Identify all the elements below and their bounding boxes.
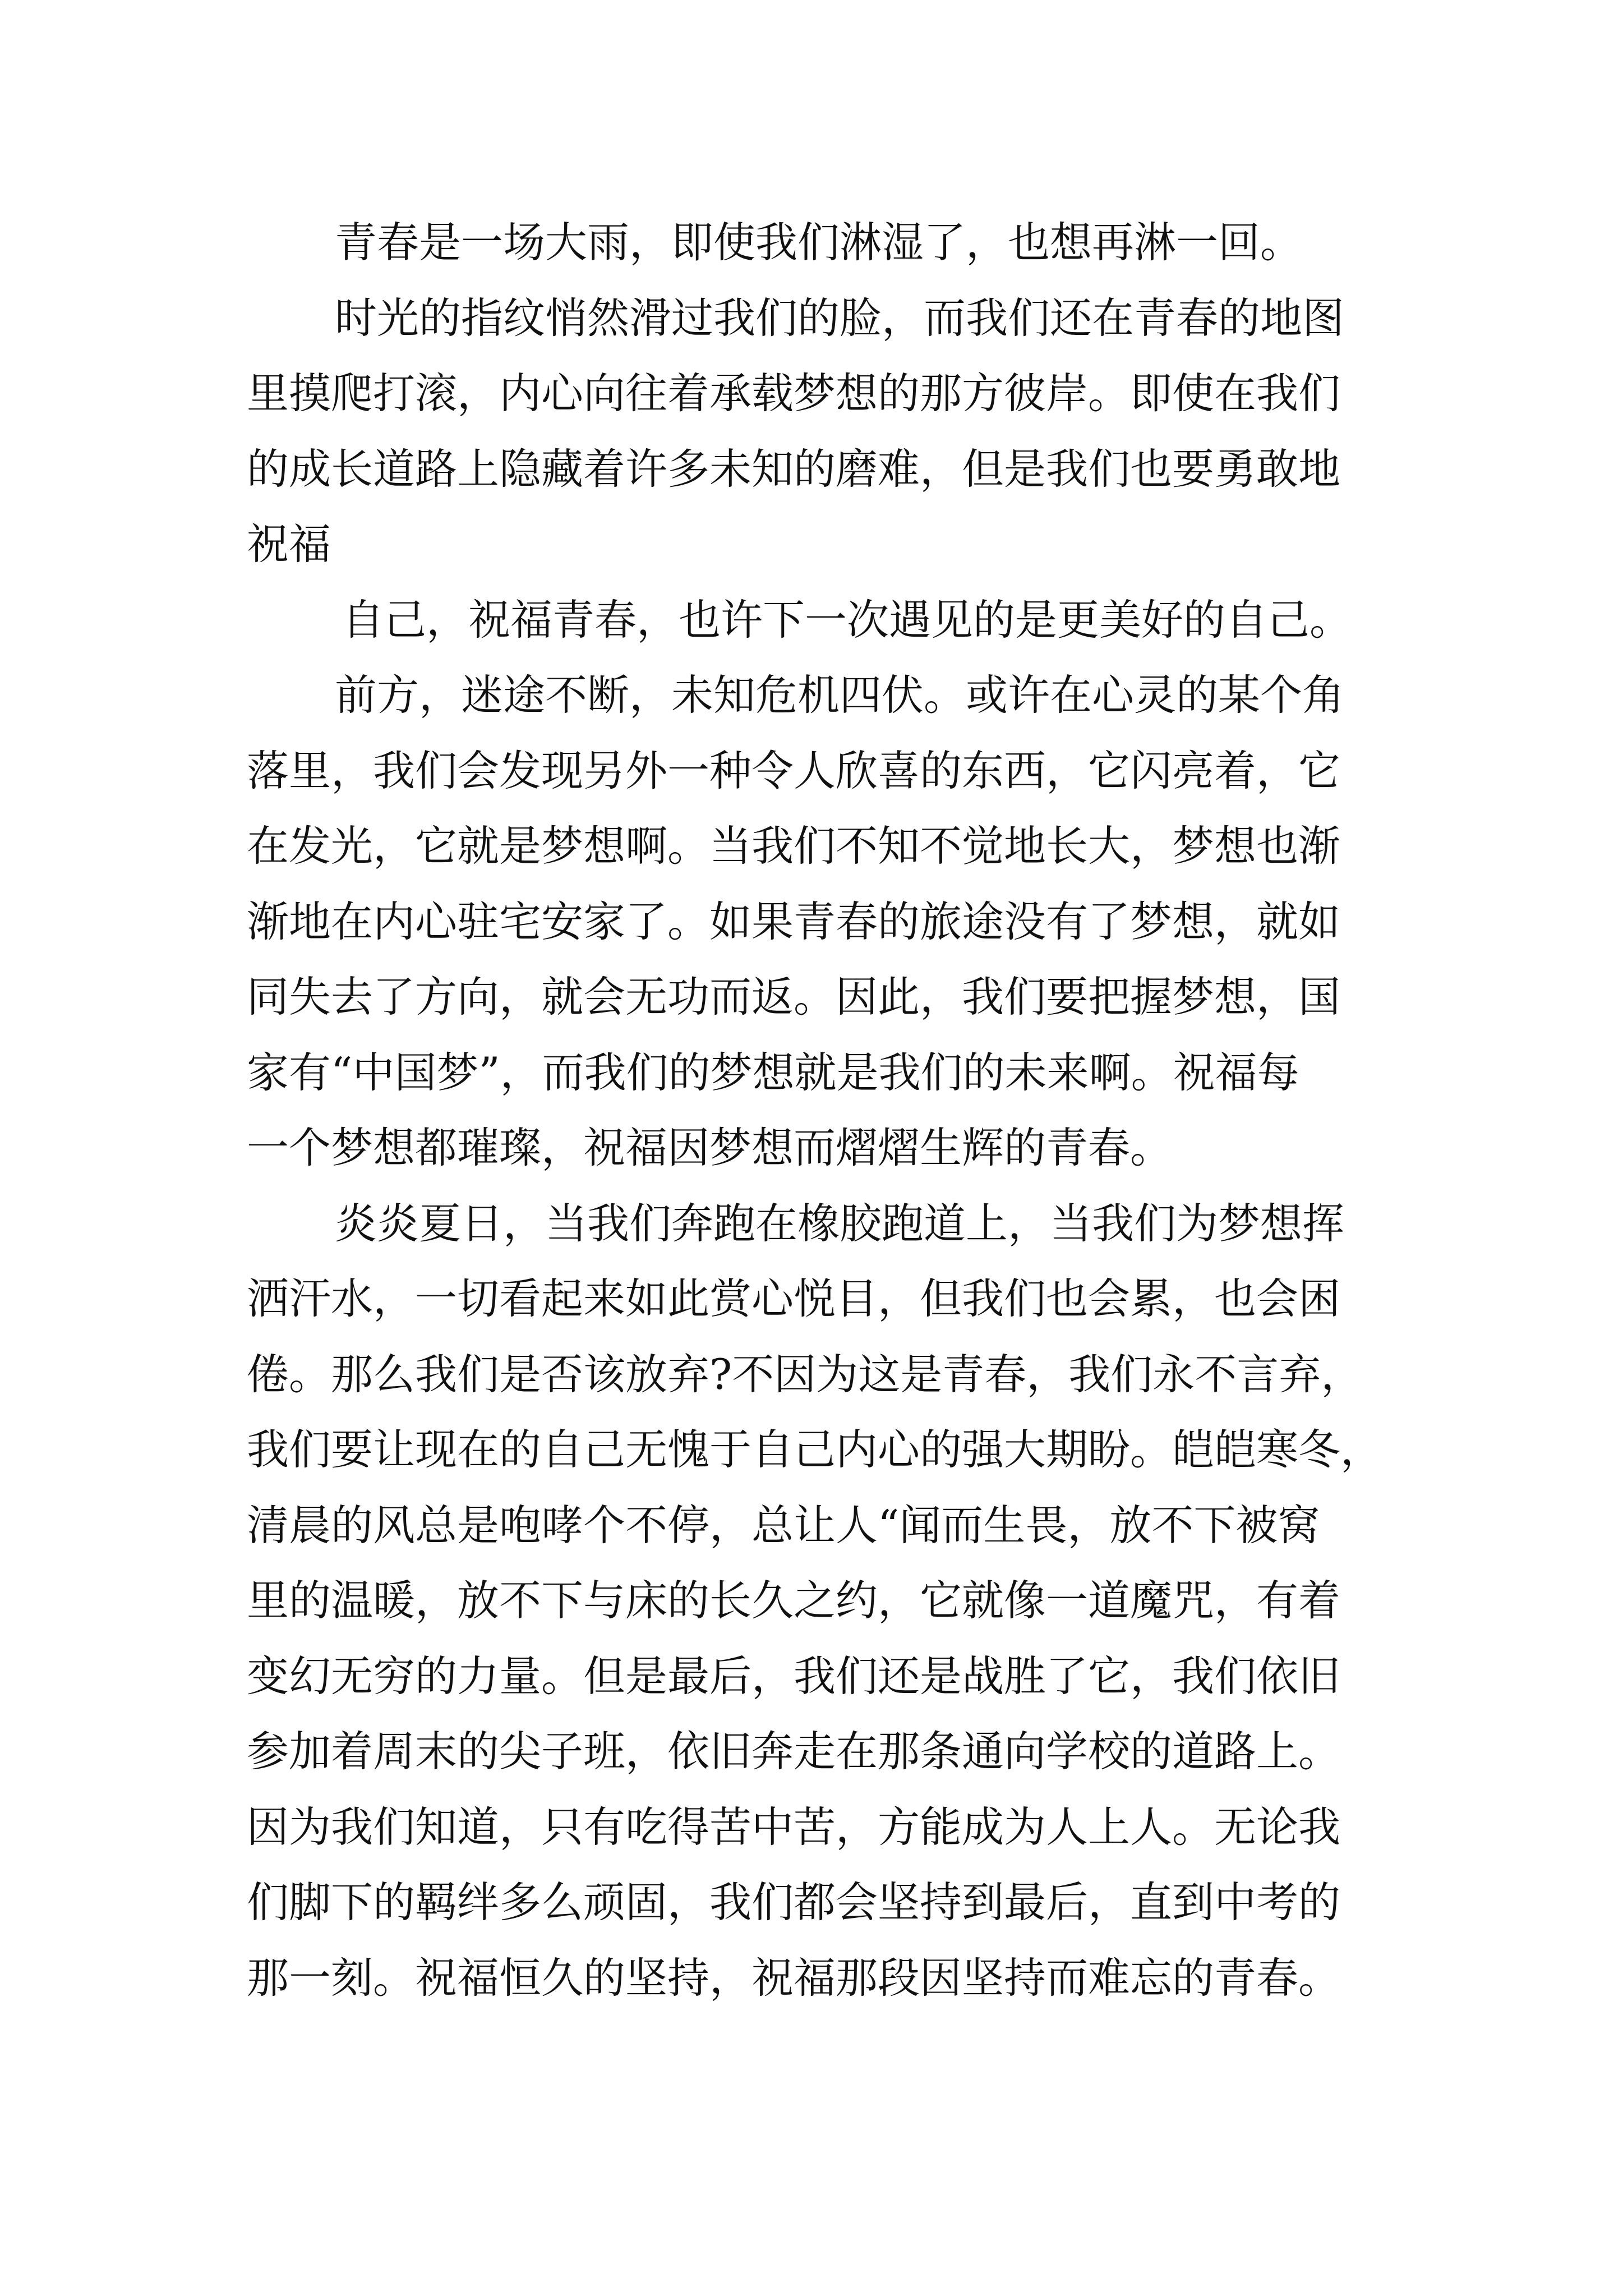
text-line: 在发光，它就是梦想啊。当我们不知不觉地长大，梦想也渐 xyxy=(247,821,1341,871)
paragraph xyxy=(247,205,1391,280)
document-body xyxy=(247,205,1391,2016)
paragraph xyxy=(247,1186,1391,2016)
text-line: 洒汗水，一切看起来如此赏心悦目，但我们也会累，也会困 xyxy=(247,1274,1341,1323)
text-line: 里摸爬打滚，内心向往着承载梦想的那方彼岸。即使在我们 xyxy=(247,369,1341,418)
text-line: 变幻无穷的力量。但是最后，我们还是战胜了它，我们依旧 xyxy=(247,1651,1341,1701)
text-line: 清晨的风总是咆哮个不停，总让人“闻而生畏，放不下被窝 xyxy=(247,1500,1320,1550)
text-line: 同失去了方向，就会无功而返。因此，我们要把握梦想，国 xyxy=(247,972,1341,1022)
text-line: 家有“中国梦”，而我们的梦想就是我们的未来啊。祝福每 xyxy=(247,1047,1299,1097)
text-line: 的成长道路上隐藏着许多未知的磨难，但是我们也要勇敢地 xyxy=(247,444,1341,494)
text-line: 自己，祝福青春，也许下一次遇见的是更美好的自己。 xyxy=(342,595,1352,645)
text-line: 们脚下的羁绊多么顽固，我们都会坚持到最后，直到中考的 xyxy=(247,1878,1341,1927)
text-line: 落里，我们会发现另外一种令人欣喜的东西，它闪亮着，它 xyxy=(247,746,1341,795)
paragraph xyxy=(247,582,1391,658)
text-line: 一个梦想都璀璨，祝福因梦想而熠熠生辉的青春。 xyxy=(247,1123,1173,1172)
text-line: 我们要让现在的自己无愧于自己内心的强大期盼。皑皑寒冬， xyxy=(247,1425,1383,1474)
text-line: 参加着周末的尖子班，依旧奔走在那条通向学校的道路上。 xyxy=(247,1727,1341,1776)
text-line: 里的温暖，放不下与床的长久之约，它就像一道魔咒，有着 xyxy=(247,1576,1341,1625)
text-line: 因为我们知道，只有吃得苦中苦，方能成为人上人。无论我 xyxy=(247,1802,1341,1852)
text-line: 那一刻。祝福恒久的坚持，祝福那段因坚持而难忘的青春。 xyxy=(247,1953,1341,2003)
text-line: 炎炎夏日，当我们奔跑在橡胶跑道上，当我们为梦想挥 xyxy=(335,1198,1345,1248)
text-line: 倦。那么我们是否该放弃?不因为这是青春，我们永不言弃， xyxy=(247,1349,1363,1399)
text-line: 渐地在内心驻宅安家了。如果青春的旅途没有了梦想，就如 xyxy=(247,896,1341,946)
text-line: 青春是一场大雨，即使我们淋湿了，也想再淋一回。 xyxy=(335,218,1303,267)
text-line: 前方，迷途不断，未知危机四伏。或许在心灵的某个角 xyxy=(335,670,1345,720)
paragraph xyxy=(247,657,1391,1186)
paragraph xyxy=(247,280,1391,582)
text-line: 祝福 xyxy=(247,519,331,569)
text-line: 时光的指纹悄然滑过我们的脸，而我们还在青春的地图 xyxy=(335,293,1345,343)
